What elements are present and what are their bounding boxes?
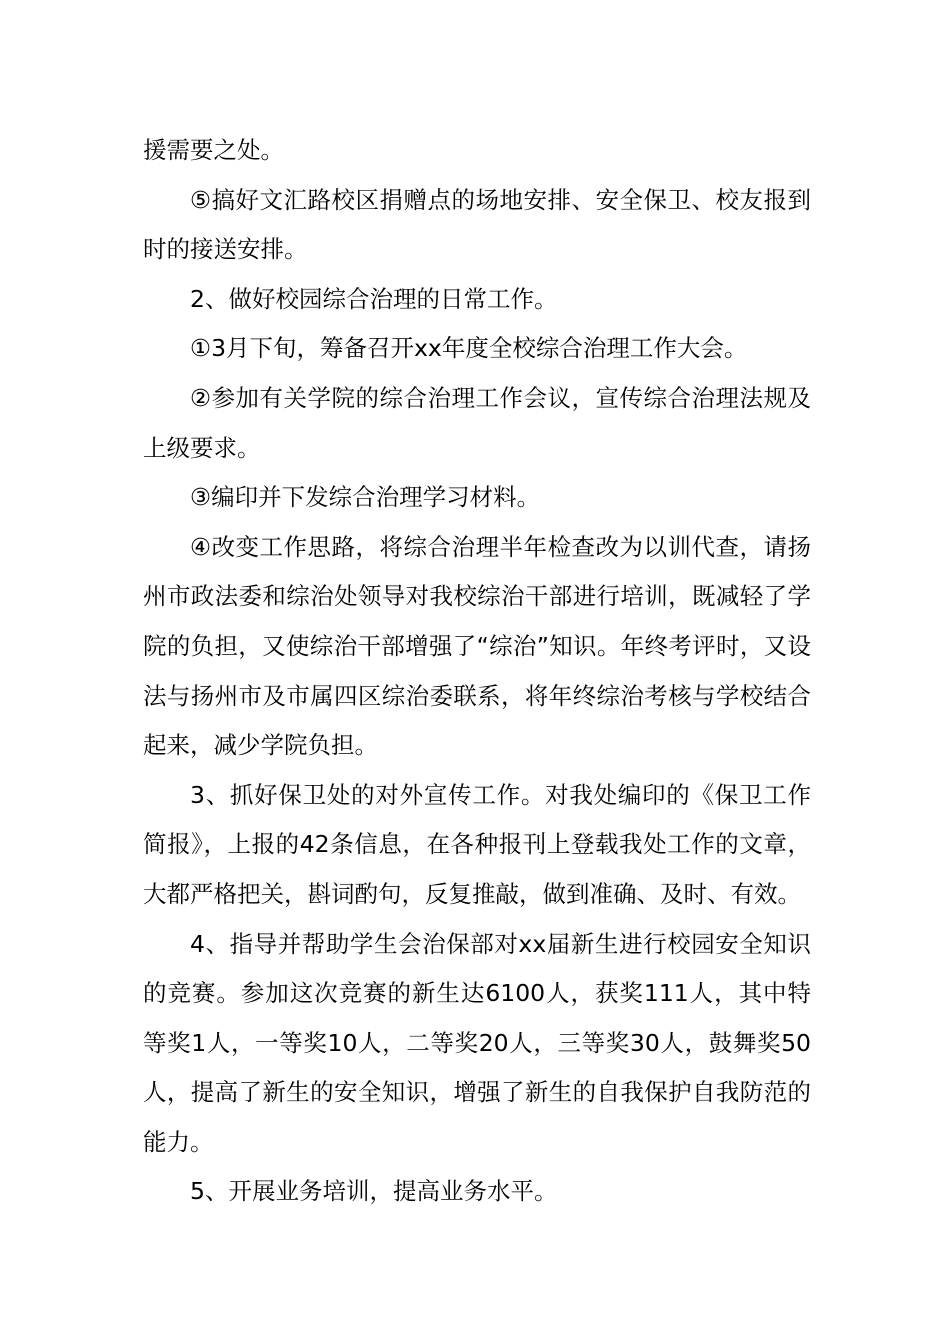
- paragraph-10: 5、开展业务培训，提高业务水平。: [190, 1177, 558, 1206]
- paragraph-6: ③编印并下发综合治理学习材料。: [190, 483, 541, 512]
- document-body: [143, 126, 811, 1217]
- paragraph-4: ①3月下旬，筹备召开xx年度全校综合治理工作大会。: [190, 334, 748, 363]
- paragraph-1: 援需要之处。: [143, 136, 284, 164]
- paragraph-7: ④改变工作思路，将综合治理半年检查改为以训代查，请扬州市政法委和综治处领导对我校综治干部进行培训，既减轻了学院的负担，又使综治干部增强了“综治”知识。年终考评时，又设法与扬州市及市属四区综治委联系，将年终综治考核与学校结合起来，减少学院负担。: [143, 532, 811, 760]
- paragraph-5: ②参加有关学院的综合治理工作会议，宣传综合治理法规及上级要求。: [143, 383, 811, 462]
- paragraph-9: 4、指导并帮助学生会治保部对xx届新生进行校园安全知识的竞赛。参加这次竞赛的新生达6100人，获奖111人，其中特等奖1人，一等奖10人，二等奖20人，三等奖30人，鼓舞奖50人，提高了新生的安全知识，增强了新生的自我保护自我防范的能力。: [143, 929, 811, 1156]
- paragraph-3: 2、做好校园综合治理的日常工作。: [190, 284, 558, 313]
- paragraph-2: ⑤搞好文汇路校区捐赠点的场地安排、安全保卫、校友报到时的接送安排。: [143, 185, 811, 264]
- paragraph-8: 3、抓好保卫处的对外宣传工作。对我处编印的《保卫工作简报》，上报的42条信息，在各种报刊上登载我处工作的文章，大都严格把关，斟词酌句，反复推敲，做到准确、及时、有效。: [143, 780, 811, 908]
